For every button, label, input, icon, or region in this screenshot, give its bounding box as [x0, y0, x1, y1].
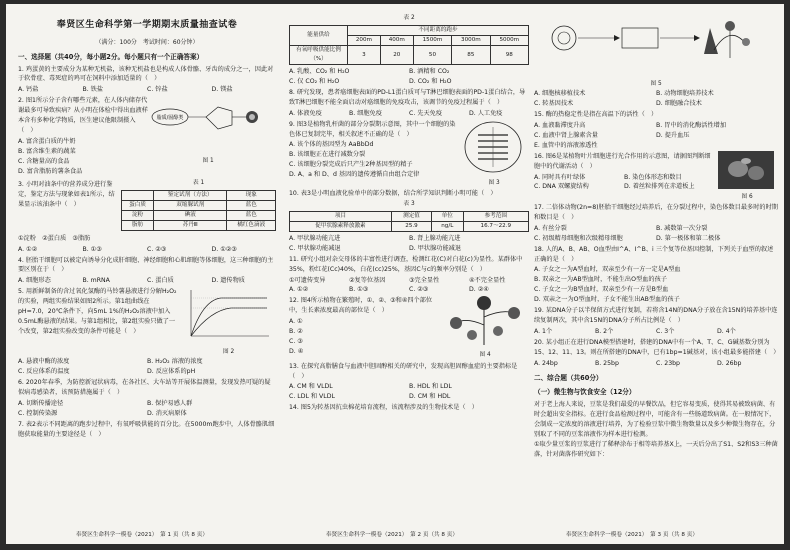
option: D. 富含脂肪的薯条食品: [18, 167, 83, 175]
question-15: 15. 酶的热稳定性是指在高温下的活性（ ）: [534, 111, 658, 119]
option: C. 锌盐: [147, 86, 168, 94]
table-1-caption: 表 1: [192, 179, 205, 186]
option: C. 反应体系的温度: [18, 368, 70, 376]
option: C. 含糖量高的食品: [18, 157, 70, 165]
subsection-heading: （一）微生物与饮食安全（12分）: [534, 388, 636, 397]
reaction-curve-chart: [181, 286, 273, 344]
figure-1-caption: 图 1: [202, 158, 214, 165]
option: C. 控制传染源: [18, 410, 58, 418]
question-12-options: [289, 317, 439, 357]
page-1-footer: 奉贤区生命科学一模卷（2021） 第 1 页（共 8 页）: [76, 532, 208, 538]
option: B. 保护易感人群: [147, 400, 193, 408]
option: D. CM 和 HDL: [409, 393, 451, 401]
question-18: 18. 人的A、B、AB、O血型由I^A、I^B、i 三个复等位基因控制，下列关于血型的叙述正确的是（ ）: [534, 245, 774, 263]
question-2-block: [18, 95, 276, 176]
table-header: 现象: [227, 190, 276, 200]
transgenic-process-diagram: [534, 14, 778, 76]
figure-2-caption: 图 2: [222, 349, 235, 356]
option: A. 细胞核移植技术: [534, 90, 586, 98]
question-15-options: [534, 121, 778, 151]
question-19-options: [534, 327, 778, 337]
question-8: 8. 研究发现，患者癌细胞表面的PD-L1蛋白质可与T淋巴细胞表面的PD-1蛋白结合，导致T淋巴细胞不能全面启动对癌细胞的免疫攻击，该调节的免疫过程属于（ ）: [289, 88, 526, 106]
question-14-options: [534, 89, 778, 109]
question-16-options: [534, 173, 714, 193]
table-corner: 能量供给: [290, 26, 348, 46]
option: A. 悬液中酶的浓度: [18, 358, 70, 366]
option: B. 动物细胞培养技术: [656, 90, 714, 98]
question-11: 11. 研究小组对杂交母体的丰富性进行调查，检测红花(C)对白花(c)为显性。某群体中35%，粉红花(Cc)40%，白花(cc)25%，基因C与c的频率分别是（ ）: [289, 255, 523, 273]
question-1: 1. 鸡蛋黄的主要成分为某种无机盐，该种无机盐也是构成人体骨骼、牙齿的成分之一，因此对于软骨症、毒死症的鸡可在饲料中添加适量的（ ）: [18, 65, 274, 83]
option: B. 双亲之一为AB型血时，不能生出O型血的孩子: [534, 276, 667, 284]
table-cell: 橘红色滴液: [227, 220, 276, 230]
option: B. 酒精和 CO₂: [409, 68, 450, 76]
table-header: 不同距离的跑步: [348, 26, 529, 36]
table-header: 测定值: [391, 212, 431, 222]
option: A. 甲状腺功能亢进: [289, 234, 341, 242]
figure-5: [534, 14, 778, 89]
table-header: 200m: [348, 36, 381, 46]
section-heading: 一、选择题（共40分，每小题2分。每小题只有一个正确答案）: [18, 52, 204, 61]
option: D. 人工免疫: [469, 109, 503, 117]
figure-3-caption: 图 3: [488, 179, 500, 186]
cell-division-diagram: [460, 119, 526, 175]
option: B. 富含维生素的蔬菜: [18, 147, 76, 155]
question-9-block: [289, 119, 529, 188]
option: C. 23bp: [656, 359, 680, 367]
question-20-options: [534, 359, 778, 369]
table-1: [121, 190, 276, 231]
table-cell: 3: [348, 46, 381, 65]
option: C. 血液中肾上腺素含量: [534, 131, 598, 139]
option: D. 镁盐: [211, 86, 233, 94]
option: A. 1个: [534, 327, 553, 335]
option: A. CM 和 VLDL: [289, 383, 333, 391]
option: D. 反应体系的pH: [147, 368, 196, 376]
option: B. ①③: [82, 245, 102, 253]
table-header: [122, 190, 154, 200]
option: ④不完全显性: [469, 276, 506, 284]
option: D. 着丝粒排列在赤道板上: [624, 183, 695, 191]
option: A. 该个体的基因型为 AaBbDd: [289, 141, 374, 149]
question-16: 16. 图6是某植物叶片细胞进行光合作用的示意图，请据图判断细胞中的代谢活动（ ）: [534, 152, 711, 170]
option: C. 转基因技术: [534, 100, 574, 108]
question-18-options: [534, 265, 778, 305]
question-7-options: [289, 67, 529, 87]
micrograph-image: [718, 151, 774, 189]
page-3-column: [534, 14, 778, 461]
table-cell: 50: [413, 46, 451, 65]
option: B. 2个: [595, 327, 614, 335]
question-1-options: [18, 85, 276, 95]
option: ②复等位基因: [349, 276, 386, 284]
option: E. 血管中的溶液渗透性: [534, 141, 598, 149]
page-1-column: [18, 14, 276, 441]
option: C. 蛋白质: [147, 277, 174, 285]
option: B. HDL 和 LDL: [409, 383, 452, 391]
option: A. 血液黏滞度升高: [534, 121, 586, 129]
option: A. 切断传播途径: [18, 400, 64, 408]
option: D. 第一极体和第二极体: [656, 234, 721, 242]
option: B. ②: [289, 328, 303, 336]
table-cell: 促甲状腺素释放激素: [290, 221, 392, 231]
option: A. 钙盐: [18, 86, 39, 94]
option: B. ①③: [349, 286, 369, 294]
option: B. 25bp: [595, 359, 619, 367]
table-3: [289, 211, 529, 232]
table-cell: 蓝色: [227, 200, 276, 210]
table-header: 单位: [432, 212, 464, 222]
option: A. 24bp: [534, 359, 558, 367]
table-header: 项目: [290, 212, 392, 222]
question-2: 2. 图1所示分子含有哪些元素，在人体内储存代谢最多可导致疾病？从小明在体检中得出血液样本含有多种化学物质，医生建议他限制摄入（ ）: [18, 97, 148, 135]
question-12-block: [289, 295, 529, 360]
question-16-block: [534, 151, 778, 202]
question-19: 19. 某DNA分子以半保留方式进行复制，若将含14N的DNA分子放在含15N的培养基中连续复制两次，其中含15N的DNA分子所占比例是（ ）: [534, 307, 778, 325]
figure-4-caption: 图 4: [479, 352, 491, 359]
option: B. 减数第一次分裂: [656, 224, 708, 232]
table-2: [289, 25, 529, 65]
option: C. 3个: [656, 327, 675, 335]
option: A. 同时具有叶绿体: [534, 173, 586, 181]
table-2-caption: 表 2: [403, 15, 415, 21]
table-cell: 25.9: [391, 221, 431, 231]
question-4: 4. 胚胎干细胞可以被定向诱导分化成肝细胞、神经细胞和心肌细胞等体细胞，这三种细胞的主要区别在于（ ）: [18, 256, 274, 274]
option: C. ②③: [147, 245, 167, 253]
section-2-heading: 二、综合题（共60分）: [534, 373, 603, 382]
option: D. ②④: [469, 286, 489, 294]
option: A. ①②: [289, 286, 309, 294]
option: B. 该细胞正在进行减数分裂: [289, 151, 366, 159]
figure-6-caption: 图 6: [741, 193, 753, 200]
question-5-options: [18, 357, 276, 377]
table-cell: 蛋白质: [122, 200, 154, 210]
option: A. 有丝分裂: [534, 224, 567, 232]
question-8-options: [289, 109, 529, 119]
question-3-block: [18, 179, 276, 233]
option: A. ①②: [18, 245, 38, 253]
option: A. ①: [289, 318, 303, 326]
option: D. 26bp: [717, 359, 742, 367]
table-3-caption: 表 3: [403, 200, 415, 207]
option: A. 细胞形态: [18, 277, 51, 285]
option: A. 富含蛋白质的牛奶: [18, 137, 76, 145]
table-header: 参考范围: [463, 212, 528, 222]
option: ①可遗传变异: [289, 276, 326, 284]
option: C. 先天免疫: [409, 109, 443, 117]
option: B. 肾上腺功能亢进: [409, 234, 461, 242]
figure-6: [718, 151, 776, 202]
question-13: 13. 在探究高脂膳食与血液中胆固醇相关的研究中，发现高胆固醇血症的主要指标是（ ）: [289, 362, 518, 380]
question-11-options: [289, 285, 529, 295]
question-11-statements: [289, 276, 529, 286]
molecule-diagram: [148, 95, 268, 153]
option: D. 4个: [717, 327, 736, 335]
page-2-footer: 奉贤区生命科学一模卷（2021） 第 2 页（共 8 页）: [326, 532, 458, 538]
question-5: 5. 用新鲜制备的含过氧化氢酶的马铃薯悬液进行分解H₂O₂的实验，两组实验结果如图2所示。第1组曲线在pH=7.0，20℃条件下，向5mL 1%的H₂O₂溶液中加入0.5mL酶悬液的结果。与第1组相比，第2组实验只做了一个改变，第2组实验改变的条件可能是（ ）: [18, 288, 177, 335]
question-17-options: [534, 224, 778, 244]
question-12: 12. 图4所示植物在繁殖时，①、②、③和④四个部位中，生长素浓度最高的部位是（ ）: [289, 297, 433, 315]
question-17: 17. 二倍体动物(2n=8)胚胎干细胞经过培养后，在分裂过程中，染色体数目最多时的时期和数目是（ ）: [534, 203, 778, 221]
page-2-column: [289, 14, 529, 414]
option: D. 消灭病原体: [147, 410, 187, 418]
reading-passage-2: ①取少量豆浆的豆浆进行了稀释涂布于相等培养基X上，一天后分出了S1、S2和S3三种菌落，针对菌落作研究如下：: [534, 441, 778, 459]
question-6: 6. 2020年春季，为防控新冠状病毒，在各社区、大车站等开展体温测量，发现发热可疑的疑似病毒感染者，该预防措施属于（ ）: [18, 379, 271, 397]
table-cell: 85: [452, 46, 490, 65]
question-4-options: [18, 276, 276, 286]
question-5-block: [18, 286, 276, 357]
figure-1: [148, 95, 268, 176]
table-header: 1500m: [413, 36, 451, 46]
question-14: 14. 图5为转基因抗虫棉花培育流程，该流程涉及的生物技术是（ ）: [289, 404, 478, 412]
page-3-footer: 奉贤区生命科学一模卷（2021） 第 3 页（共 8 页）: [566, 532, 698, 538]
table-header: 400m: [380, 36, 413, 46]
exam-subtitle: （满分：100分 考试时间：60分钟）: [95, 39, 199, 47]
figure-2: [181, 286, 276, 357]
option: B. 细胞免疫: [349, 109, 382, 117]
table-row-label: 有氧呼吸供能比例（%）: [290, 46, 348, 65]
option: B. H₂O₂ 溶液的浓度: [147, 358, 203, 366]
table-cell: 20: [380, 46, 413, 65]
option: D. 细胞融合技术: [656, 100, 702, 108]
option: A. 子女之一为A型血时，双亲至少有一方一定是A型血: [534, 266, 681, 274]
option: D. 双亲之一为O型血时，子女不能生出AB型血的孩子: [534, 296, 680, 304]
table-cell: 淀粉: [122, 210, 154, 220]
question-13-options: [289, 382, 529, 402]
figure-5-caption: 图 5: [650, 80, 662, 87]
table-cell: 16.7～22.9: [463, 221, 528, 231]
table-cell: 98: [490, 46, 528, 65]
question-9: 9. 图3是植物乳杆菌的部分分裂期示意图，其中一个细胞的染色体已复制完毕，相关叙述不正确的是（ ）: [289, 120, 456, 138]
figure-3: [460, 119, 528, 188]
option: D. 遗传物质: [211, 277, 245, 285]
figure-4: [442, 295, 528, 360]
option: C. 子女之一为B型血时，双亲至少有一方是B型血: [534, 286, 669, 294]
option: C. ③: [289, 338, 303, 346]
option: C. LDL 和 VLDL: [289, 393, 335, 401]
option: D. A、a 和 D、d 基因的遗传遵循自由组合定律: [289, 171, 420, 179]
option: D. 甲状腺功能减退: [409, 244, 462, 252]
option: B. 染色体形态和数目: [624, 173, 682, 181]
table-cell: 苏丹Ⅲ: [154, 220, 227, 230]
option: D. ①②③: [211, 245, 237, 253]
option: A. 乳酸、CO₂ 和 H₂O: [289, 68, 350, 76]
question-7: 7. 表2表示不同距离的跑步过程中，有氧呼吸供能的百分比。在5000m跑步中，人体骨骼肌细胞获取能量的主要途径是（ ）: [18, 421, 275, 438]
question-20: 20. 某小组正在进行DNA模型搭建时，搭建的DNA中有一个A、T、C、G碱基数分别为15、12、11、13。则在所搭建的DNA中，已有1bp=1碱基对，该小组最多能搭建（ ）: [534, 338, 780, 356]
plant-diagram: [442, 295, 526, 347]
reading-passage: 对于老上海人来说，豆浆是我们最爱的早餐饮品，但它容易变质，使得其易被致病菌、有时会超出安全指标。在进行食品检测过程中，可能含有一些肠道致病菌。在一般情况下，会制成一定浓度的溶液进行培养，为了检验豆浆中微生物数量以及多少种微生物存在，分别取了不同的豆浆溶液作为样本进行检测。: [534, 400, 776, 438]
question-2-options: [18, 137, 148, 177]
option: C. DNA 双螺旋结构: [534, 183, 589, 191]
option: C. 初级精母细胞和次级精母细胞: [534, 234, 623, 242]
question-10: 10. 表3是小明血液化验单中的部分数据，结合所学知识判断小明可能（ ）: [289, 189, 497, 197]
table-cell: 蓝色: [227, 210, 276, 220]
table-cell: 双缩脲试剂: [154, 200, 227, 210]
table-header: 鉴定试剂（方法）: [154, 190, 227, 200]
option: C. 甲状腺功能减退: [289, 244, 341, 252]
option: C. ②③: [409, 286, 429, 294]
question-3-legend: ①淀粉 ②蛋白质 ③脂肪: [18, 234, 91, 242]
table-cell: 碘液: [154, 210, 227, 220]
fig1-label: 脂质/固醇类: [156, 115, 184, 122]
table-header: 5000m: [490, 36, 528, 46]
option: D. ④: [289, 348, 304, 356]
option: B. 铁盐: [82, 86, 104, 94]
question-9-options: [289, 140, 457, 180]
exam-title: 奉贤区生命科学第一学期期末质量抽查试卷: [56, 20, 238, 30]
question-6-options: [18, 399, 276, 419]
option: B. 胃中的消化酶活性增加: [656, 121, 727, 129]
option: A. 体液免疫: [289, 109, 322, 117]
question-3: 3. 小明对油条中的营养成分进行鉴定，鉴定方法与现象如表1所示，结果显示该油条中（ ）: [18, 180, 115, 208]
table-header: 3000m: [452, 36, 490, 46]
table-cell: 脂肪: [122, 220, 154, 230]
option: C. 该细胞分裂完成后只产生2种基因型的精子: [289, 161, 413, 169]
question-10-options: [289, 234, 529, 254]
question-3-options: [18, 245, 276, 255]
exam-scan-sheet: [6, 4, 784, 544]
option: B. mRNA: [82, 277, 110, 285]
option: C. 仅 CO₂ 和 H₂O: [289, 77, 340, 85]
option: D. CO₂ 和 H₂O: [409, 77, 452, 85]
option: D. 提升血压: [656, 131, 690, 139]
table-cell: ng/L: [432, 221, 464, 231]
option: ③完全显性: [409, 276, 440, 284]
